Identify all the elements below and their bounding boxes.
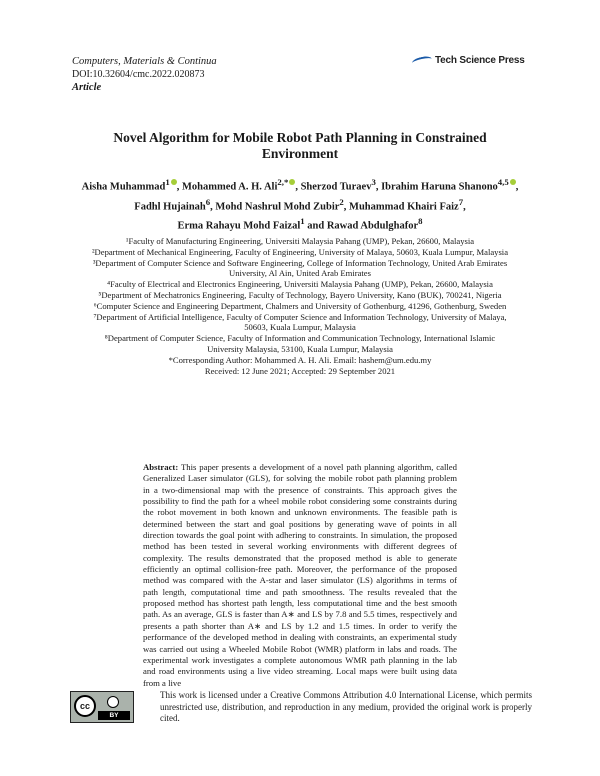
affiliation-line: ⁸Department of Computer Science, Faculty of Information and Communication Technology, International Islamic bbox=[104, 333, 496, 344]
author: Sherzod Turaev bbox=[300, 181, 372, 193]
abstract-text: This paper presents a development of a novel path planning algorithm, called Generalized Laser simulator (GLS), for solving the mobile robot path planning problem in a two-dimensional map with the presence of constraints. This approach gives the possibility to find the path for a wheel mobile robot considering some constraints during the robot movement in both known and unknown environments. The feasible path is determined between the start and goal positions by generating wave of points in all direction towards the goal point with adhering to constraints. In simulation, the proposed method has been tested in several working environments with different degrees of complexity. The results demonstrated that the proposed method is able to generate efficiently an optimal collision-free path. Moreover, the performance of the proposed method was compared with the A-star and laser simulator (LS) algorithms in terms of path length, computational time and path smoothness. The results revealed that the proposed method has shortest path length, less computational time and the best smooth path. As an average, GLS is faster than A∗ and LS by 7.8 and 5.5 times, respectively and presents a path shorter than A∗ and LS by 1.2 and 1.5 times. In order to verify the performance of the developed method in dealing with constraints, an experimental study was carried out using a Wheeled Mobile Robot (WMR) platform in labs and roads. The experimental work investigates a complete autonomous WMR path planning in the lab and road environments using a live video streaming. Local maps were built using data from a live bbox=[143, 462, 458, 688]
abstract-label: Abstract: bbox=[143, 462, 179, 472]
author: Rawad Abdulghafor bbox=[326, 220, 419, 232]
affiliation-line: University Malaysia, 53100, Kuala Lumpur, Malaysia bbox=[207, 343, 393, 354]
affiliation-line: ³Department of Computer Science and Software Engineering, College of Information Technology, United Arab Emirates bbox=[92, 257, 508, 268]
title-line: Environment bbox=[261, 146, 339, 161]
cc-by-license-badge[interactable] bbox=[70, 691, 134, 723]
received-dates: Received: 12 June 2021; Accepted: 29 September 2021 bbox=[204, 365, 396, 376]
orcid-icon[interactable] bbox=[289, 179, 295, 185]
orcid-icon[interactable] bbox=[171, 179, 177, 185]
cc-icon: cc bbox=[74, 695, 96, 717]
doi[interactable]: DOI:10.32604/cmc.2022.020873 bbox=[72, 69, 205, 80]
affiliation-line: ²Department of Mechanical Engineering, Faculty of Engineering, University of Malaya, 50603, Kuala Lumpur, Malaysia bbox=[91, 246, 509, 257]
author-list bbox=[70, 175, 530, 234]
attribution-icon bbox=[107, 696, 119, 708]
corresponding-author: *Corresponding Author: Mohammed A. H. Ali. Email: hashem@um.edu.my bbox=[168, 354, 432, 365]
author: Mohammed A. H. Ali bbox=[181, 181, 278, 193]
article-type: Article bbox=[72, 82, 102, 93]
affiliations bbox=[68, 236, 532, 376]
publisher-logo[interactable] bbox=[412, 54, 525, 66]
affiliation-line: 50603, Kuala Lumpur, Malaysia bbox=[244, 322, 356, 333]
author-line: Erma Rahayu Mohd Faizal$^1$ and Rawad Abdulghafor$^8$ bbox=[177, 216, 423, 232]
by-label: BY bbox=[98, 711, 130, 720]
author: Erma Rahayu Mohd Faizal bbox=[177, 220, 301, 232]
author: Aisha Muhammad bbox=[81, 181, 166, 193]
journal-name: Computers, Materials & Continua bbox=[72, 56, 217, 67]
affiliation-line: ¹Faculty of Manufacturing Engineering, Universiti Malaysia Pahang (UMP), Pekan, 26600, Malaysia bbox=[125, 236, 475, 246]
affiliation-line: ⁶Computer Science and Engineering Department, Chalmers and University of Gothenburg, 41296, Gothenburg, Sweden bbox=[93, 300, 507, 311]
author-line: Fadhl Hujainah$^6$, Mohd Nashrul Mohd Zubir$^2$, Muhammad Khairi Faiz$^7$, bbox=[134, 196, 466, 212]
paper-title bbox=[80, 130, 520, 162]
affiliation-line: ⁵Department of Mechatronics Engineering, Faculty of Technology, Bayero University, Kano (BUK), 700241, Nigeria bbox=[98, 289, 502, 300]
author: Muhammad Khairi Faiz bbox=[349, 201, 459, 212]
publisher-name: Tech Science Press bbox=[435, 54, 525, 66]
author: Ibrahim Haruna Shanono bbox=[381, 181, 498, 193]
author-line: Aisha Muhammad$^1$ , Mohammed A. H. Ali$^{2,*}$ , Sherzod Turaev$^3$, Ibrahim Haruna Shanono$^{4,5}$ , bbox=[81, 177, 519, 193]
affiliation-line: ⁷Department of Artificial Intelligence, Faculty of Computer Science and Information Technology, University of Malaya, bbox=[93, 311, 507, 322]
author: Mohd Nashrul Mohd Zubir bbox=[215, 201, 340, 212]
title-line: Novel Algorithm for Mobile Robot Path Planning in Constrained bbox=[113, 130, 487, 145]
affiliation-line: ⁴Faculty of Electrical and Electronics Engineering, Universiti Malaysia Pahang (UMP), Pekan, 26600, Malaysia bbox=[107, 279, 493, 290]
affiliation-line: University, Al Ain, United Arab Emirates bbox=[229, 268, 371, 279]
orcid-icon[interactable] bbox=[510, 179, 516, 185]
swoosh-icon bbox=[412, 54, 434, 66]
license-text: This work is licensed under a Creative Commons Attribution 4.0 International License, which permits unrestricted use, distribution, and reproduction in any medium, provided the original work is properly cited. bbox=[160, 690, 532, 723]
author: Fadhl Hujainah bbox=[134, 201, 206, 212]
abstract bbox=[143, 462, 457, 689]
